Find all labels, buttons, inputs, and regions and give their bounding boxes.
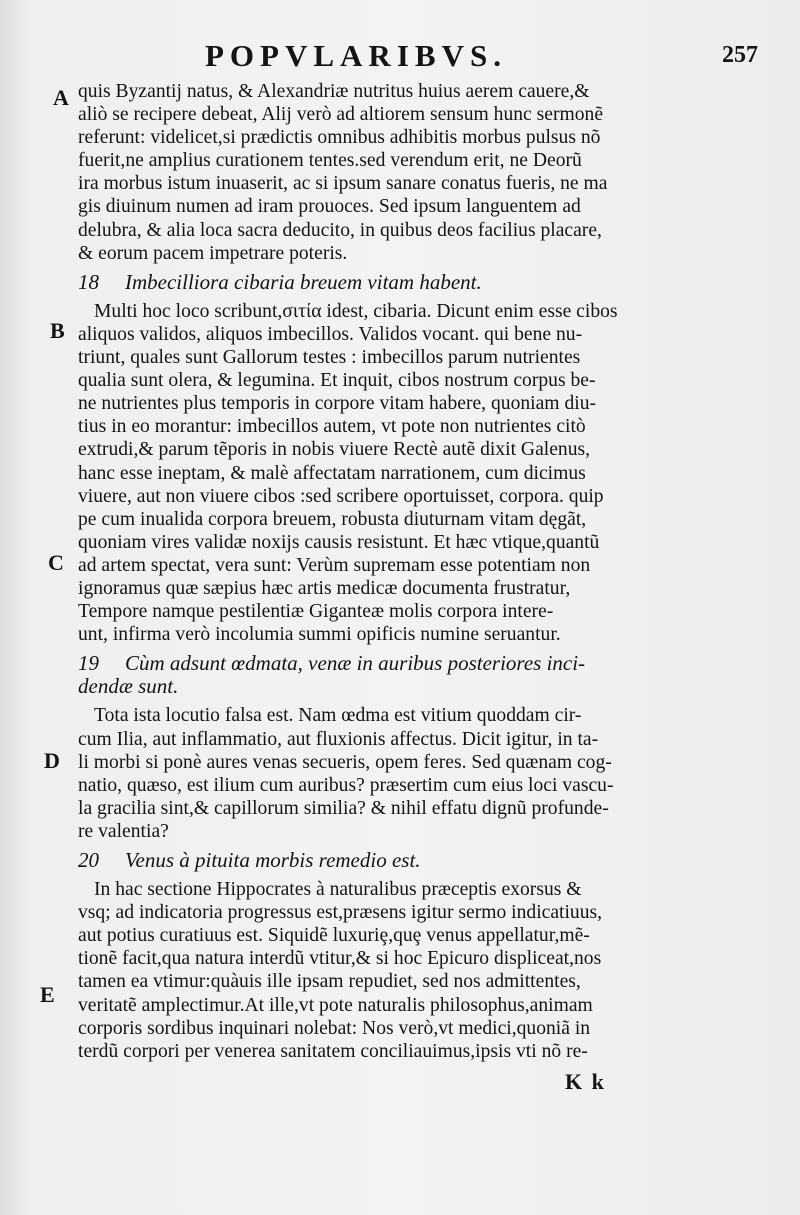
- aphorism-number: 20: [78, 849, 99, 872]
- text-line: qualia sunt olera, & legumina. Et inquit, cibos nostrum corpus be-: [78, 370, 596, 392]
- text-line: Multi hoc loco scribunt,σιτία idest, cibaria. Dicunt enim esse cibos: [94, 300, 618, 322]
- signature-mark: K k: [565, 1069, 606, 1094]
- text-line: hanc esse ineptam, & malè affectatam narrationem, cum dicimus: [78, 462, 586, 484]
- text-line: tius in eo morantur: imbecillos autem, vt pote non nutrientes citò: [78, 416, 586, 438]
- text-line: terdũ corpori per venerea sanitatem conciliauimus,ipsis vti nõ re-: [78, 1040, 588, 1062]
- running-head: [0, 28, 800, 78]
- text-line: la gracilia sint,& capillorum similia? & nihil effatu dignũ profunde-: [78, 797, 609, 819]
- text-line: cum Ilia, aut inflammatio, aut fluxionis affectus. Dicit igitur, in ta-: [78, 728, 599, 750]
- aphorism-number: 18: [78, 270, 99, 294]
- text-line: Tota ista locutio falsa est. Nam œdma est vitium quoddam cir-: [94, 705, 582, 727]
- aphorism-heading-19-cont: [78, 675, 663, 698]
- text-line: delubra, & alia loca sacra deducito, in quibus deos facilius placare,: [78, 219, 602, 241]
- text-line: vsq; ad indicatoria progressus est,præsens igitur sermo indicatiuus,: [78, 902, 603, 924]
- text-line: tionẽ facit,qua natura interdũ vtitur,& si hoc Epicuro displiceat,nos: [78, 948, 602, 970]
- text-line: veritatẽ amplectimur.At ille,vt pote naturalis philosophus,animam: [78, 994, 593, 1016]
- text-line: corporis sordibus inquinari nolebat: Nos verò,vt medici,quoniã in: [78, 1017, 591, 1039]
- paragraph-3: [78, 704, 663, 843]
- paragraph-2: [78, 300, 663, 646]
- paragraph-1: [78, 80, 663, 265]
- text-line: li morbi si ponè aures venas secueris, opem feres. Sed quænam cog-: [78, 751, 612, 773]
- text-line: tamen ea vtimur:quàuis ille ipsam repudiet, sed nos admittentes,: [78, 971, 581, 993]
- text-line: unt, infirma verò incolumia summi opificis numine seruantur.: [78, 624, 561, 646]
- text-line: triunt, quales sunt Gallorum testes : imbecillos parum nutrientes: [78, 347, 581, 369]
- text-line: ignoramus quæ sæpius hæc artis medicæ documenta frustratur,: [78, 577, 571, 599]
- text-line: viuere, aut non viuere cibos :sed scribere oportuisset, corpora. quip: [78, 485, 604, 507]
- text-line: extrudi,& parum tẽporis in nobis viuere Rectè autẽ dixit Galenus,: [78, 439, 591, 461]
- aphorism-heading-20: [78, 849, 663, 872]
- paragraph-4: [78, 878, 663, 1063]
- margin-letter-e: E: [40, 982, 55, 1007]
- aphorism-title: dendæ sunt.: [78, 675, 179, 699]
- text-line: aut potius curatiuus est. Siquidẽ luxuriȩ,quȩ venus appellatur,mẽ-: [78, 925, 590, 947]
- body-text: [78, 80, 663, 1063]
- page-number: 257: [722, 42, 758, 68]
- aphorism-heading-19: [78, 652, 663, 675]
- text-line: pe cum inualida corpora breuem, robusta diuturnam vitam dęgãt,: [78, 508, 587, 530]
- text-line: quis Byzantij natus, & Alexandriæ nutritus huius aerem cauere,&: [78, 81, 590, 102]
- text-line: ira morbus istum inuaserit, ac si ipsum sanare conatus fueris, ne ma: [78, 173, 608, 195]
- text-line: ne nutrientes plus temporis in corpore vitam habere, quoniam diu-: [78, 393, 597, 415]
- text-line: ad artem spectat, vera sunt: Verùm supremam esse potentiam non: [78, 554, 591, 576]
- margin-letter-c: C: [48, 550, 64, 575]
- text-line: referunt: videlicet,si prædictis omnibus adhibitis morbus pulsus nõ: [78, 127, 601, 149]
- text-line: quoniam vires validæ noxijs causis resistunt. Et hæc vtique,quantũ: [78, 531, 600, 553]
- text-line: aliò se recipere debeat, Alij verò ad altiorem sensum hunc sermonẽ: [78, 104, 604, 126]
- aphorism-title: Venus à pituita morbis remedio est.: [125, 849, 421, 872]
- text-line: & eorum pacem impetrare poteris.: [78, 242, 348, 264]
- text-line: re valentia?: [78, 820, 169, 842]
- text-line: In hac sectione Hippocrates à naturalibus præceptis exorsus &: [94, 879, 582, 901]
- aphorism-heading-18: [78, 271, 663, 294]
- margin-letter-d: D: [44, 748, 60, 773]
- aphorism-number: 19: [78, 652, 99, 676]
- aphorism-title: Cùm adsunt œdmata, venæ in auribus posteriores inci-: [125, 652, 586, 676]
- aphorism-title: Imbecilliora cibaria breuem vitam habent.: [125, 270, 482, 294]
- text-line: natio, quæso, est ilium cum auribus? præsertim cum eius loci vascu-: [78, 774, 614, 796]
- margin-letter-b: B: [50, 318, 65, 343]
- text-line: fuerit,ne amplius curationem tentes.sed verendum erit, ne Deorũ: [78, 150, 582, 172]
- text-line: aliquos validos, aliquos imbecillos. Validos vocant. qui bene nu-: [78, 323, 583, 345]
- running-head-title: POPVLARIBVS.: [205, 38, 507, 73]
- text-line: gis diuinum numen ad iram prouoces. Sed ipsum languentem ad: [78, 196, 581, 218]
- text-line: Tempore namque pestilentiæ Giganteæ molis corpora intere-: [78, 601, 554, 623]
- margin-letter-a: A: [53, 85, 69, 110]
